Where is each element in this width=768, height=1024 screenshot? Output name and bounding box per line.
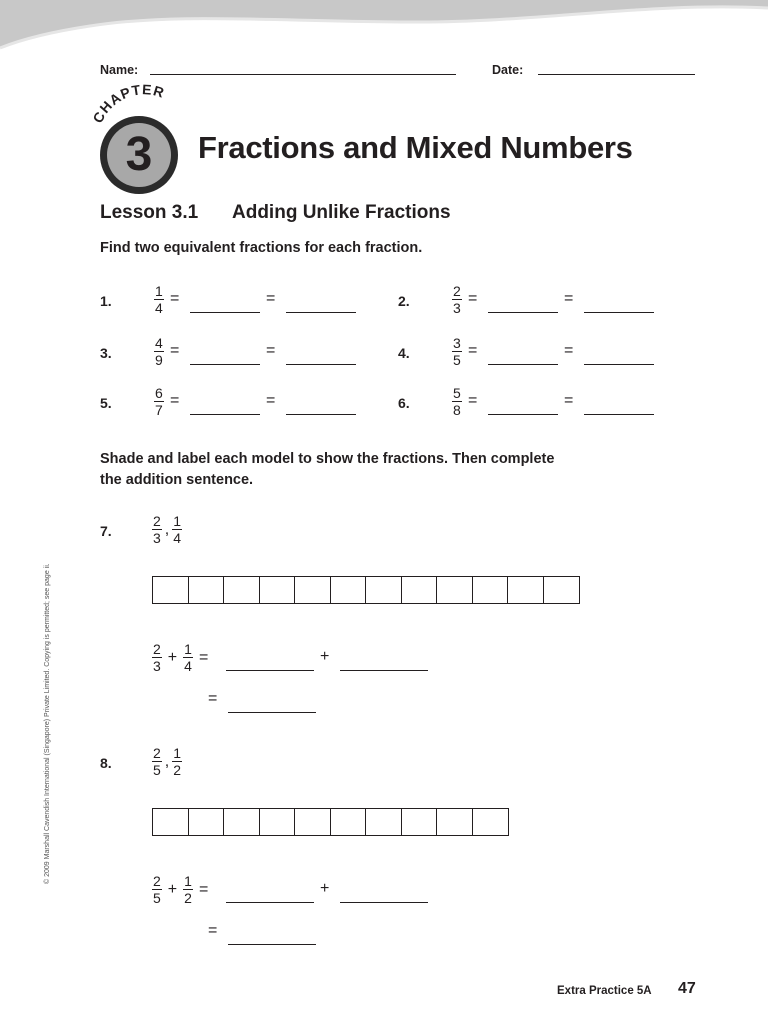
- model-cell[interactable]: [260, 577, 296, 603]
- numerator: 2: [153, 873, 161, 889]
- problem-number: 7.: [100, 523, 112, 539]
- model-cell[interactable]: [366, 577, 402, 603]
- model-cell[interactable]: [224, 809, 260, 835]
- model-cell[interactable]: [295, 809, 331, 835]
- equals-sign: =: [170, 392, 180, 409]
- answer-blank[interactable]: [286, 414, 356, 415]
- comma: ,: [164, 752, 170, 770]
- date-label: Date:: [492, 63, 524, 77]
- numerator: 2: [153, 641, 161, 657]
- denominator: 2: [173, 762, 182, 778]
- numerator: 1: [173, 513, 182, 529]
- answer-blank[interactable]: [190, 364, 260, 365]
- model-cell[interactable]: [189, 577, 225, 603]
- answer-blank[interactable]: [340, 670, 428, 671]
- svg-text:CHAPTER: CHAPTER: [89, 81, 167, 126]
- section2-instruction-line1: Shade and label each model to show the fractions. Then complete: [100, 451, 555, 467]
- model-cell[interactable]: [437, 809, 473, 835]
- equals-sign: =: [170, 342, 180, 359]
- denominator: 2: [184, 890, 192, 906]
- problem-number: 4.: [398, 345, 410, 361]
- numerator: 1: [155, 283, 163, 299]
- answer-blank[interactable]: [190, 312, 260, 313]
- numerator: 5: [453, 385, 461, 401]
- numerator: 2: [153, 745, 161, 761]
- numerator: 2: [153, 513, 161, 529]
- section2-instruction-line2: the addition sentence.: [100, 472, 254, 488]
- equals-sign: =: [208, 922, 218, 939]
- model-cell[interactable]: [508, 577, 544, 603]
- comma: ,: [164, 520, 170, 538]
- model-cell[interactable]: [189, 809, 225, 835]
- fraction: [183, 642, 193, 673]
- equals-sign: =: [266, 342, 276, 359]
- fraction: [452, 284, 462, 315]
- denominator: 7: [155, 402, 163, 418]
- model-cell[interactable]: [402, 577, 438, 603]
- answer-blank[interactable]: [286, 364, 356, 365]
- fraction-pair: [152, 514, 182, 545]
- fraction: [152, 746, 162, 777]
- fraction: [154, 284, 164, 315]
- model-cell[interactable]: [473, 577, 509, 603]
- chapter-title: Fractions and Mixed Numbers: [198, 130, 633, 165]
- name-field[interactable]: [150, 74, 456, 75]
- equals-sign: =: [468, 342, 478, 359]
- denominator: 4: [155, 300, 163, 316]
- header-wave: [0, 0, 768, 60]
- equals-sign: =: [266, 290, 276, 307]
- model-cell[interactable]: [331, 577, 367, 603]
- model-cell[interactable]: [473, 809, 509, 835]
- numerator: 1: [184, 641, 192, 657]
- denominator: 4: [184, 658, 192, 674]
- equals-sign: =: [198, 648, 209, 666]
- equals-sign: =: [208, 690, 218, 707]
- section1-instruction: Find two equivalent fractions for each fraction.: [100, 240, 423, 256]
- date-field[interactable]: [538, 74, 695, 75]
- fraction: [154, 386, 164, 417]
- plus-sign: +: [320, 880, 330, 897]
- fraction-pair: [152, 746, 182, 777]
- answer-blank[interactable]: [228, 712, 316, 713]
- fraction: [183, 874, 193, 905]
- model-cell[interactable]: [366, 809, 402, 835]
- equals-sign: =: [564, 342, 574, 359]
- footer-label: Extra Practice 5A: [557, 985, 652, 997]
- model-cell[interactable]: [260, 809, 296, 835]
- plus-sign: +: [167, 648, 178, 666]
- lesson-name: Adding Unlike Fractions: [232, 202, 451, 223]
- model-cell[interactable]: [544, 577, 580, 603]
- answer-blank[interactable]: [226, 902, 314, 903]
- numerator: 4: [155, 335, 163, 351]
- model-cell[interactable]: [402, 809, 438, 835]
- problem-number: 1.: [100, 293, 112, 309]
- fraction: [172, 514, 182, 545]
- chapter-number: 3: [125, 128, 153, 181]
- plus-sign: +: [320, 648, 330, 665]
- name-label: Name:: [100, 63, 139, 77]
- answer-blank[interactable]: [584, 312, 654, 313]
- denominator: 5: [453, 352, 461, 368]
- fraction-model-bar: [152, 576, 580, 604]
- equals-sign: =: [468, 392, 478, 409]
- equals-sign: =: [564, 290, 574, 307]
- answer-blank[interactable]: [226, 670, 314, 671]
- numerator: 2: [453, 283, 461, 299]
- model-cell[interactable]: [153, 577, 189, 603]
- fraction: [152, 514, 162, 545]
- addition-sentence: [152, 874, 208, 905]
- numerator: 3: [453, 335, 461, 351]
- copyright-notice: © 2009 Marshall Cavendish International (Singapore) Private Limited. Copying is permitted; see page ii.: [44, 563, 51, 884]
- answer-blank[interactable]: [228, 944, 316, 945]
- problem-number: 8.: [100, 755, 112, 771]
- answer-blank[interactable]: [488, 414, 558, 415]
- denominator: 5: [153, 890, 161, 906]
- equals-sign: =: [468, 290, 478, 307]
- model-cell[interactable]: [331, 809, 367, 835]
- denominator: 4: [173, 530, 182, 546]
- answer-blank[interactable]: [340, 902, 428, 903]
- answer-blank[interactable]: [488, 364, 558, 365]
- answer-blank[interactable]: [190, 414, 260, 415]
- problem-number: 2.: [398, 293, 410, 309]
- fraction-model-bar: [152, 808, 509, 836]
- fraction: [172, 746, 182, 777]
- section2-instruction: [100, 449, 660, 491]
- answer-blank[interactable]: [584, 364, 654, 365]
- problem-number: 3.: [100, 345, 112, 361]
- answer-blank[interactable]: [488, 312, 558, 313]
- answer-blank[interactable]: [286, 312, 356, 313]
- lesson-number: Lesson 3.1: [100, 202, 199, 223]
- model-cell[interactable]: [437, 577, 473, 603]
- denominator: 3: [453, 300, 461, 316]
- denominator: 9: [155, 352, 163, 368]
- fraction: [154, 336, 164, 367]
- equals-sign: =: [198, 880, 209, 898]
- problem-number: 5.: [100, 395, 112, 411]
- numerator: 1: [173, 745, 182, 761]
- denominator: 3: [153, 530, 161, 546]
- problem-number: 6.: [398, 395, 410, 411]
- fraction: [152, 642, 162, 673]
- equals-sign: =: [266, 392, 276, 409]
- model-cell[interactable]: [153, 809, 189, 835]
- numerator: 6: [155, 385, 163, 401]
- model-cell[interactable]: [224, 577, 260, 603]
- denominator: 8: [453, 402, 461, 418]
- plus-sign: +: [167, 880, 178, 898]
- fraction: [452, 336, 462, 367]
- equals-sign: =: [564, 392, 574, 409]
- answer-blank[interactable]: [584, 414, 654, 415]
- denominator: 5: [153, 762, 161, 778]
- numerator: 1: [184, 873, 192, 889]
- model-cell[interactable]: [295, 577, 331, 603]
- fraction: [452, 386, 462, 417]
- equals-sign: =: [170, 290, 180, 307]
- page-number: 47: [678, 980, 696, 997]
- fraction: [152, 874, 162, 905]
- denominator: 3: [153, 658, 161, 674]
- addition-sentence: [152, 642, 208, 673]
